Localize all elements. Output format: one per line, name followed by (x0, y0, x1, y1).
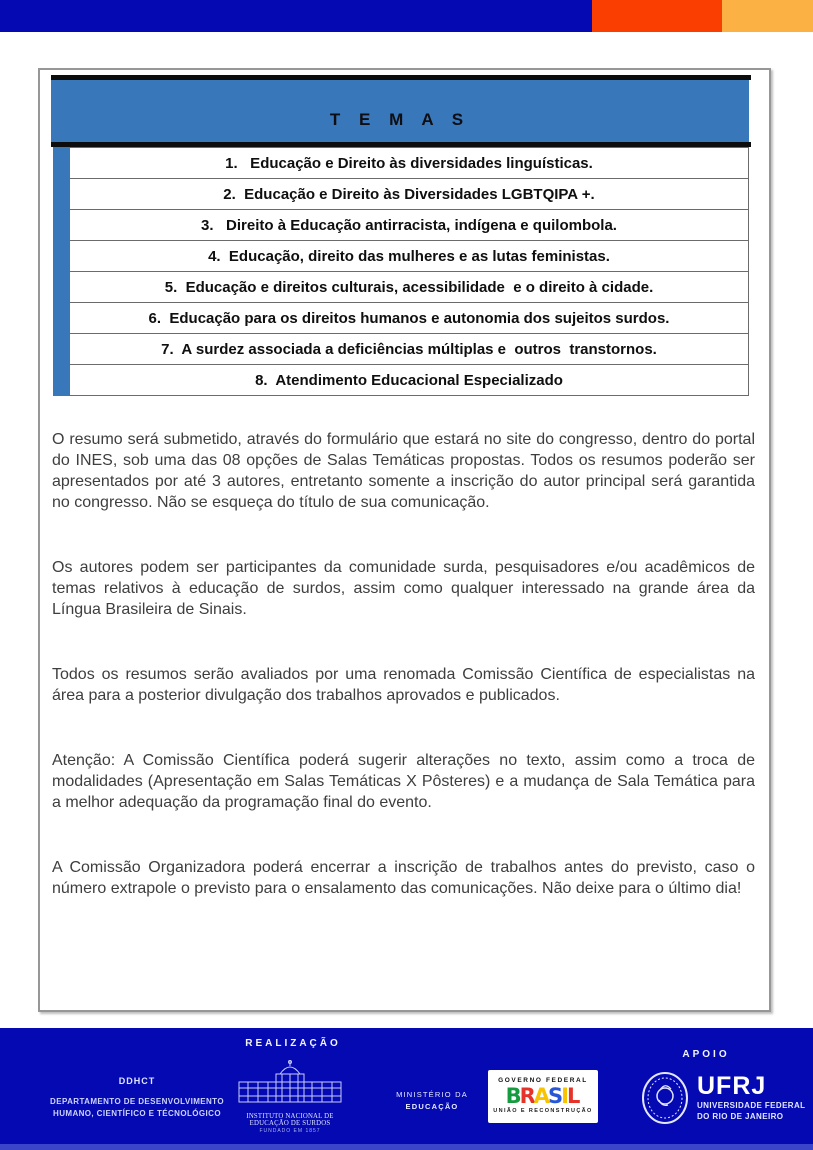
temas-title: T E M A S (329, 110, 471, 129)
realizacao-label: REALIZAÇÃO (245, 1038, 341, 1049)
governo-federal-brasil-logo (488, 1070, 598, 1123)
footer (0, 1028, 813, 1150)
tema-row-4: 4. Educação, direito das mulheres e as lutas feministas. (69, 240, 749, 272)
brasil-letter: B (505, 1084, 522, 1108)
paragraph-authors: Os autores podem ser participantes da comunidade surda, pesquisadores e/ou acadêmicos de temas relativos à educação de surdos, assim como qualquer interessado na grande área da Língua Brasileira de Sinais. (52, 559, 755, 618)
ufrj-line2: DO RIO DE JANEIRO (697, 1111, 784, 1121)
brasil-letter: A (533, 1084, 551, 1108)
ddhct-title: DDHCT (118, 1076, 156, 1086)
tema-row-7: 7. A surdez associada a deficiências múltiplas e outros transtornos. (69, 333, 749, 365)
temas-left-accent-strip (53, 147, 69, 396)
mec-line2: EDUCAÇÃO (405, 1102, 459, 1111)
tema-row-5: 5. Educação e direitos culturais, acessibilidade e o direito à cidade. (69, 271, 749, 303)
brasil-letter: R (519, 1084, 536, 1108)
paragraph-deadline: A Comissão Organizadora poderá encerrar a inscrição de trabalhos antes do previsto, caso o número extrapole o previsto para o ensalamento das comunicações. Não deixe para o último dia! (52, 859, 755, 897)
ufrj-line1: UNIVERSIDADE FEDERAL (697, 1101, 806, 1111)
paragraph-evaluation: Todos os resumos serão avaliados por uma renomada Comissão Científica de especialistas na área para a posterior divulgação dos trabalhos aprovados e publicados. (52, 666, 755, 704)
top-bar-red-segment (592, 0, 722, 32)
uniao-reconstrucao-label: UNIÃO E RECONSTRUÇÃO (493, 1108, 593, 1114)
brasil-letter: I (561, 1084, 569, 1108)
top-color-bar (0, 0, 813, 32)
brasil-wordmark (488, 1085, 598, 1107)
ufrj-wordmark: UFRJ (697, 1072, 767, 1101)
top-bar-orange-segment (722, 0, 813, 32)
temas-header (51, 80, 749, 142)
ines-caption: INSTITUTO NACIONAL DE EDUCAÇÃO DE SURDOS (246, 1113, 334, 1127)
mec-logo-block (392, 1090, 472, 1111)
main-content-box (38, 68, 771, 1012)
ddhct-logo-block (47, 1076, 227, 1121)
tema-row-3: 3. Direito à Educação antirracista, indígena e quilombola. (69, 209, 749, 241)
paragraph-attention: Atenção: A Comissão Científica poderá sugerir alterações no texto, assim como a troca de modalidades (Apresentação em Salas Temáticas X Pôsteres) e a mudança de Sala Temática para a melhor adequação da programação final do evento. (52, 752, 755, 811)
ufrj-logo-block (640, 1070, 805, 1126)
tema-row-2: 2. Educação e Direito às Diversidades LGBTQIPA +. (69, 178, 749, 210)
tema-row-6: 6. Educação para os direitos humanos e autonomia dos sujeitos surdos. (69, 302, 749, 334)
ufrj-minerva-icon (640, 1070, 690, 1126)
ddhct-line2: HUMANO, CIENTÍFICO E TÉCNOLÓGICO (53, 1109, 221, 1119)
apoio-label: APOIO (682, 1049, 730, 1060)
ines-founded-caption: FUNDADO EM 1857 (259, 1128, 321, 1134)
temas-list (53, 147, 749, 396)
brasil-letter: S (548, 1084, 564, 1108)
tema-row-1: 1. Educação e Direito às diversidades linguísticas. (69, 147, 749, 179)
footer-bottom-strip (0, 1144, 813, 1150)
ines-building-icon (236, 1058, 344, 1106)
ines-logo-block (234, 1058, 346, 1134)
ddhct-line1: DEPARTAMENTO DE DESENVOLVIMENTO (50, 1097, 224, 1106)
governo-federal-label: GOVERNO FEDERAL (498, 1077, 588, 1084)
brasil-letter: L (567, 1084, 581, 1108)
top-bar-blue-segment (0, 0, 592, 32)
body-paragraphs (52, 429, 755, 899)
paragraph-submission: O resumo será submetido, através do formulário que estará no site do congresso, dentro do portal do INES, sob uma das 08 opções de Salas Temáticas propostas. Todos os resumos poderão ser apresentados por até 3 autores, entretanto somente a inscrição do autor principal será garantida no congresso. Não se esqueça do título de sua comunicação. (52, 431, 755, 511)
tema-row-8: 8. Atendimento Educacional Especializado (69, 364, 749, 396)
mec-line1: MINISTÉRIO DA (396, 1090, 468, 1099)
